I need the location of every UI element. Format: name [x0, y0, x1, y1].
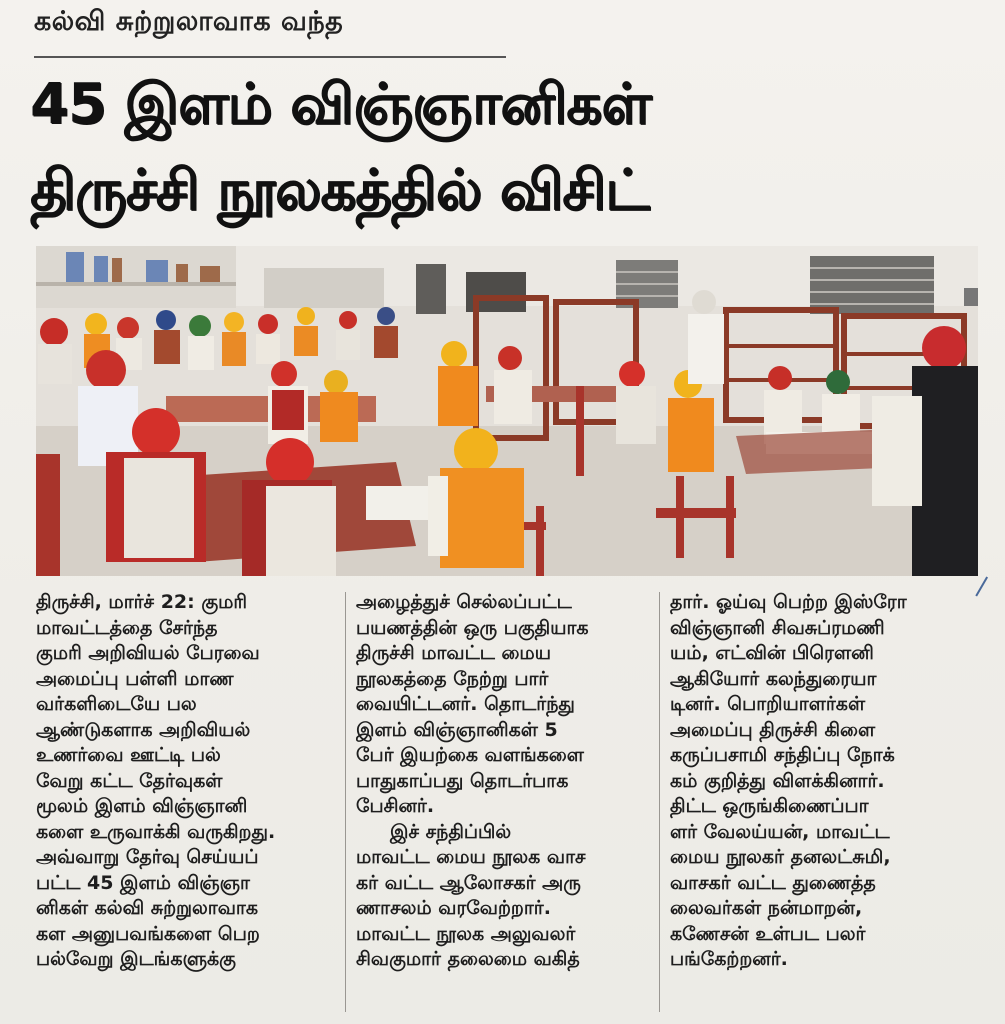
text-line: திருச்சி மாவட்ட மைய	[356, 642, 552, 664]
text-line: மாவட்ட நூலக அலுவலர்	[356, 922, 576, 945]
text-line: லைவர்கள் நன்மாறன்,	[670, 897, 863, 919]
text-line: திட்ட ஒருங்கிணைப்பா	[670, 795, 869, 817]
text-line: விஞ்ஞானி சிவசுப்ரமணி	[670, 616, 885, 639]
text-line: குமரி அறிவியல் பேரவை	[36, 642, 260, 664]
text-line: திருச்சி, மார்ச் 22: குமரி	[36, 591, 248, 613]
text-line: கம் குறித்து விளக்கினார்.	[670, 769, 885, 792]
text-line: கர் வட்ட ஆலோசகர் அரு	[356, 871, 581, 894]
text-line: ளர் வேலய்யன், மாவட்ட	[670, 820, 890, 843]
text-line: வையிட்டனர். தொடர்ந்து	[356, 693, 575, 715]
text-line: னிகள் கல்வி சுற்றுலாவாக	[36, 897, 258, 919]
text-line: வேறு கட்ட தேர்வுகள்	[36, 769, 223, 792]
pen-mark	[975, 576, 996, 601]
text-line: பாதுகாப்பது தொடர்பாக	[356, 769, 569, 792]
text-line: அமைப்பு பள்ளி மாண	[36, 667, 234, 690]
text-line: கணேசன் உள்பட பலர்	[670, 922, 866, 945]
text-line: அவ்வாறு தேர்வு செய்யப்	[36, 846, 259, 868]
article-kicker: கல்வி சுற்றுலாவாக வந்த	[34, 6, 344, 37]
column-divider	[659, 592, 660, 1012]
text-line: தார். ஓய்வு பெற்ற இஸ்ரோ	[670, 591, 907, 613]
column-divider	[345, 592, 346, 1012]
headline-line-2: திருச்சி நூலகத்தில் விசிட்	[30, 158, 649, 223]
text-line: பயணத்தின் ஒரு பகுதியாக	[356, 616, 589, 639]
headline-line-1: 45 இளம் விஞ்ஞானிகள்	[30, 72, 651, 137]
text-line: பேர் இயற்கை வளங்களை	[356, 744, 584, 766]
text-line: ணாசலம் வரவேற்றார்.	[356, 897, 551, 919]
article-column-2	[356, 590, 646, 973]
kicker-underline	[34, 56, 506, 58]
text-line: பங்கேற்றனர்.	[670, 948, 788, 970]
text-line: களை உருவாக்கி வருகிறது.	[36, 820, 276, 843]
text-line: அமைப்பு திருச்சி கிளை	[670, 718, 876, 741]
text-line: பேசினர்.	[356, 795, 435, 817]
text-line: மாவட்ட மைய நூலக வாச	[356, 846, 586, 868]
text-line: பட்ட 45 இளம் விஞ்ஞா	[36, 871, 250, 894]
article-column-1	[36, 590, 332, 973]
text-line: கருப்பசாமி சந்திப்பு நோக்	[670, 744, 895, 766]
text-line: நூலகத்தை நேற்று பார்	[356, 667, 549, 690]
text-line: இளம் விஞ்ஞானிகள் 5	[356, 718, 558, 741]
text-line: சிவகுமார் தலைமை வகித்	[356, 948, 580, 970]
text-line: வாசகர் வட்ட துணைத்த	[670, 871, 876, 894]
text-line: வர்களிடையே பல	[36, 693, 197, 715]
text-line: மாவட்டத்தை சேர்ந்த	[36, 616, 218, 639]
text-line: கள அனுபவங்களை பெற	[36, 922, 260, 945]
text-line: மூலம் இளம் விஞ்ஞானி	[36, 795, 248, 817]
text-line: இச் சந்திப்பில்	[390, 820, 512, 843]
text-line: டினர். பொறியாளர்கள்	[670, 693, 866, 715]
text-line: அழைத்துச் செல்லப்பட்ட	[356, 591, 572, 613]
article-column-3	[670, 590, 970, 973]
text-line: மைய நூலகர் தனலட்சுமி,	[670, 846, 891, 868]
text-line: உணர்வை ஊட்டி பல்	[36, 744, 221, 766]
text-line: பல்வேறு இடங்களுக்கு	[36, 948, 236, 970]
text-line: ஆண்டுகளாக அறிவியல்	[36, 718, 251, 741]
article-photo	[36, 246, 978, 576]
text-line: ஆகியோர் கலந்துரையா	[670, 667, 877, 690]
text-line: யம், எட்வின் பிரௌனி	[670, 642, 874, 664]
library-scene-illustration	[36, 246, 978, 576]
